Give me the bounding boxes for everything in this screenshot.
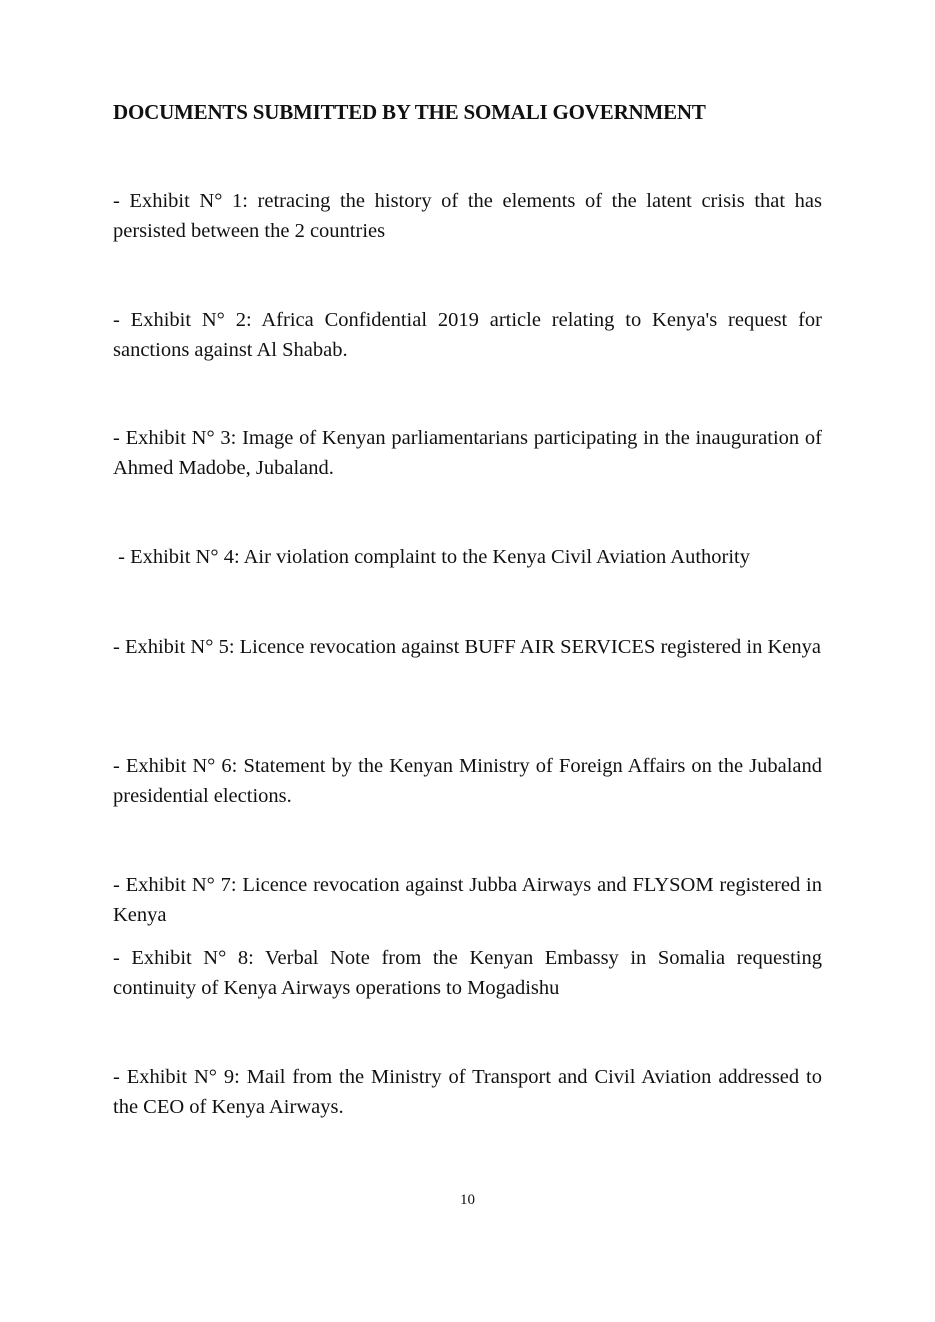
exhibit-8: - Exhibit N° 8: Verbal Note from the Kenyan Embassy in Somalia requesting continuity of Kenya Airways operations to Mogadishu — [113, 947, 822, 999]
exhibit-2: - Exhibit N° 2: Africa Confidential 2019 article relating to Kenya's request for sanctions against Al Shabab. — [113, 309, 822, 361]
exhibit-5: - Exhibit N° 5: Licence revocation against BUFF AIR SERVICES registered in Kenya — [113, 636, 821, 658]
exhibit-6: - Exhibit N° 6: Statement by the Kenyan Ministry of Foreign Affairs on the Jubaland presidential elections. — [113, 755, 822, 807]
exhibit-7: - Exhibit N° 7: Licence revocation against Jubba Airways and FLYSOM registered in Kenya — [113, 874, 822, 926]
page-title: DOCUMENTS SUBMITTED BY THE SOMALI GOVERNMENT — [113, 100, 706, 124]
page-number: 10 — [460, 1192, 475, 1208]
exhibit-1: - Exhibit N° 1: retracing the history of the elements of the latent crisis that has persisted between the 2 countries — [113, 190, 822, 242]
exhibit-4: - Exhibit N° 4: Air violation complaint to the Kenya Civil Aviation Authority — [113, 546, 750, 568]
exhibit-3: - Exhibit N° 3: Image of Kenyan parliamentarians participating in the inauguration of Ahmed Madobe, Jubaland. — [113, 427, 822, 479]
exhibit-9: - Exhibit N° 9: Mail from the Ministry of Transport and Civil Aviation addressed to the CEO of Kenya Airways. — [113, 1066, 822, 1118]
